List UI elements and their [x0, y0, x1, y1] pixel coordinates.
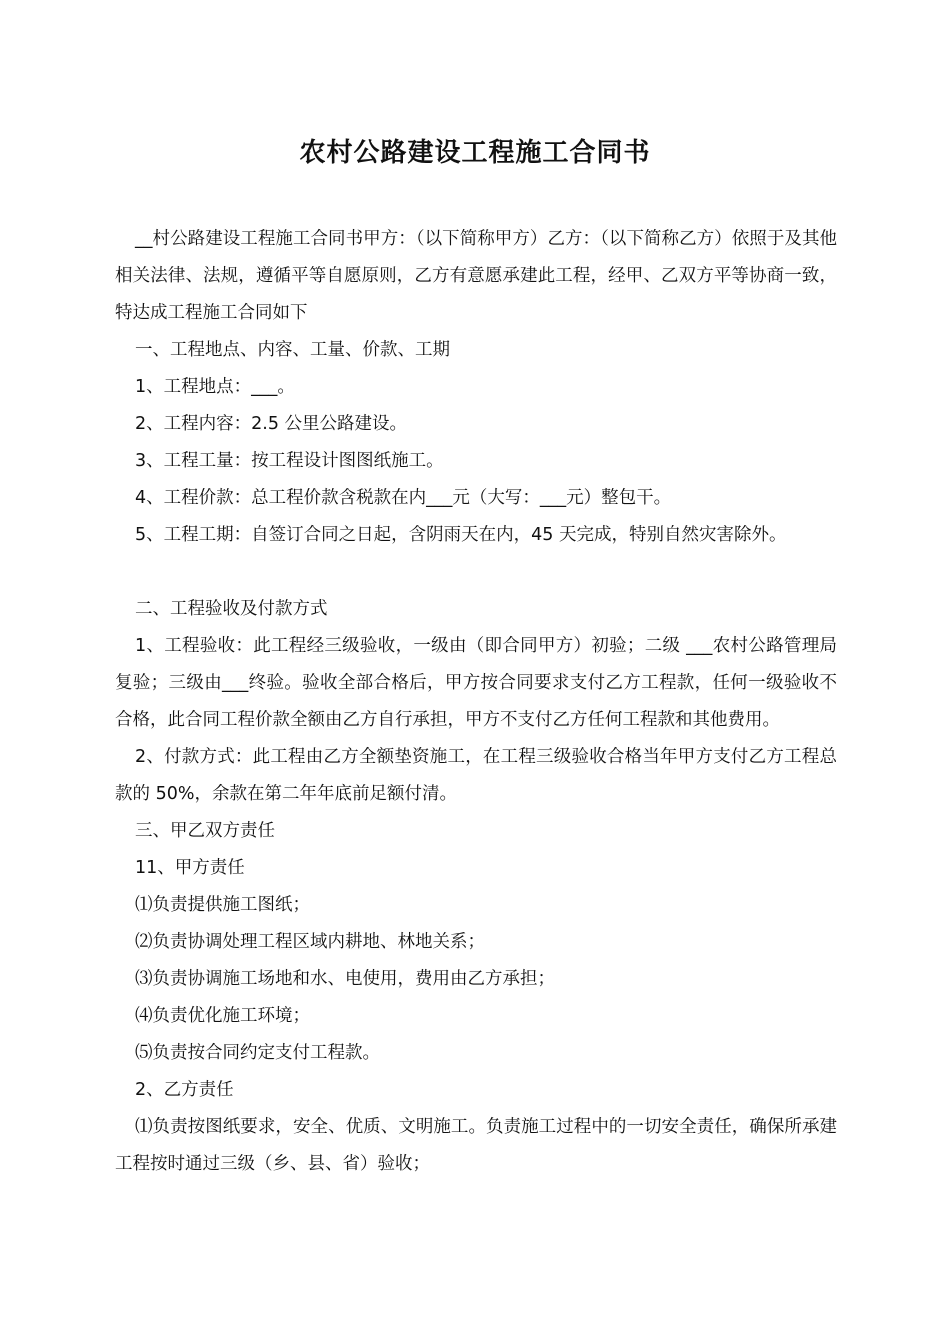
subsection-heading: 11、甲方责任	[135, 858, 245, 878]
paragraph-item: 5、工程工期：自签订合同之日起，含阴雨天在内，45 天完成，特别自然灾害除外。	[135, 525, 787, 545]
paragraph-item: ⑶负责协调施工场地和水、电使用，费用由乙方承担；	[135, 969, 555, 989]
paragraph-item: ⑴负责提供施工图纸；	[135, 895, 310, 915]
paragraph-item: ⑴负责按图纸要求，安全、优质、文明施工。负责施工过程中的一切安全责任，确保所承建工程按时通过三级（乡、县、省）验收；	[115, 1117, 837, 1174]
paragraph-gap	[115, 554, 837, 591]
paragraph-item: ⑷负责优化施工环境；	[135, 1006, 310, 1026]
paragraph-item: 3、工程工量：按工程设计图图纸施工。	[135, 451, 444, 471]
paragraph-item: ⑸负责按合同约定支付工程款。	[135, 1043, 380, 1063]
paragraph-item: ⑵负责协调处理工程区域内耕地、林地关系；	[135, 932, 485, 952]
section-heading-1: 一、工程地点、内容、工量、价款、工期	[135, 340, 450, 360]
document-title: 农村公路建设工程施工合同书	[299, 138, 651, 168]
section-heading-2: 二、工程验收及付款方式	[135, 599, 328, 619]
paragraph-item: 2、工程内容：2.5 公里公路建设。	[135, 414, 408, 434]
document-body	[115, 221, 837, 1183]
paragraph-item: 1、工程验收：此工程经三级验收，一级由（即合同甲方）初验；二级 ___农村公路管理局复验；三级由___终验。验收全部合格后，甲方按合同要求支付乙方工程款，任何一级验收不合格，此合同工程价款全额由乙方自行承担，甲方不支付乙方任何工程款和其他费用。	[115, 636, 837, 730]
subsection-heading: 2、乙方责任	[135, 1080, 234, 1100]
paragraph-item: 2、付款方式：此工程由乙方全额垫资施工，在工程三级验收合格当年甲方支付乙方工程总款的 50%，余款在第二年年底前足额付清。	[115, 747, 837, 804]
section-heading-3: 三、甲乙双方责任	[135, 821, 275, 841]
paragraph-item: 1、工程地点：___。	[135, 377, 295, 397]
paragraph-item: 4、工程价款：总工程价款含税款在内___元（大写：___元）整包干。	[135, 488, 672, 508]
paragraph-intro: __村公路建设工程施工合同书甲方：（以下简称甲方）乙方：（以下简称乙方）依照于及其他相关法律、法规，遵循平等自愿原则，乙方有意愿承建此工程，经甲、乙双方平等协商一致，特达成工程施工合同如下	[115, 229, 837, 323]
